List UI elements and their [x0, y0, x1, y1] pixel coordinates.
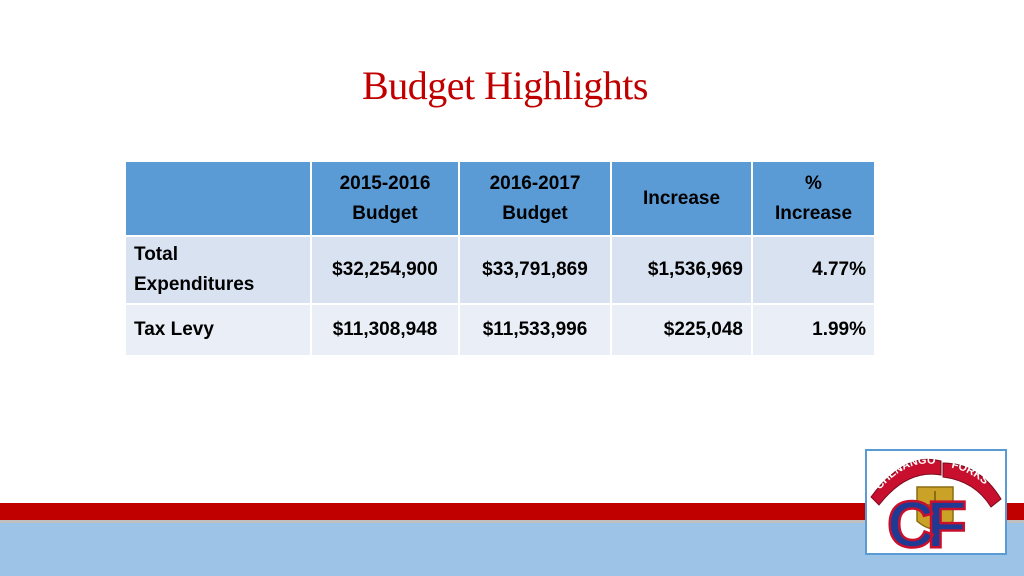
banner-right-text: FORKS [950, 458, 991, 488]
header-2016-2017-budget [459, 161, 611, 236]
table-header-row [125, 161, 875, 236]
header-line: % [805, 172, 822, 194]
cell-percent-levy: 1.99% [752, 304, 875, 356]
table-row-tax-levy [125, 304, 875, 356]
row-label-total-expenditures [125, 236, 311, 304]
row-label-line: Expenditures [134, 274, 255, 295]
header-line: 2015-2016 [339, 172, 431, 194]
header-line: Budget [502, 202, 568, 224]
budget-table [124, 160, 876, 357]
banner-left-text: CHENANGO [873, 454, 937, 492]
header-2015-2016-budget [311, 161, 459, 236]
header-line: Budget [352, 202, 418, 224]
row-label-line: Tax Levy [134, 319, 214, 340]
row-label-tax-levy [125, 304, 311, 356]
cell-percent-total: 4.77% [752, 236, 875, 304]
header-line: Increase [642, 187, 721, 209]
row-label-line: Total [134, 244, 178, 265]
table-row-total-expenditures [125, 236, 875, 304]
cell-increase-levy: $225,048 [611, 304, 752, 356]
cell-2016-2017-total: $33,791,869 [459, 236, 611, 304]
header-empty [125, 161, 311, 236]
cell-increase-total: $1,536,969 [611, 236, 752, 304]
logo-graphic [867, 451, 1005, 553]
header-line: 2016-2017 [489, 172, 581, 194]
header-increase [611, 161, 752, 236]
chenango-forks-logo [865, 449, 1007, 555]
header-line: Increase [774, 202, 853, 224]
cell-2016-2017-levy: $11,533,996 [459, 304, 611, 356]
header-percent-increase [752, 161, 875, 236]
cell-2015-2016-levy: $11,308,948 [311, 304, 459, 356]
slide-title: Budget Highlights [362, 63, 648, 108]
logo-letters: CF [887, 487, 959, 553]
cell-2015-2016-total: $32,254,900 [311, 236, 459, 304]
